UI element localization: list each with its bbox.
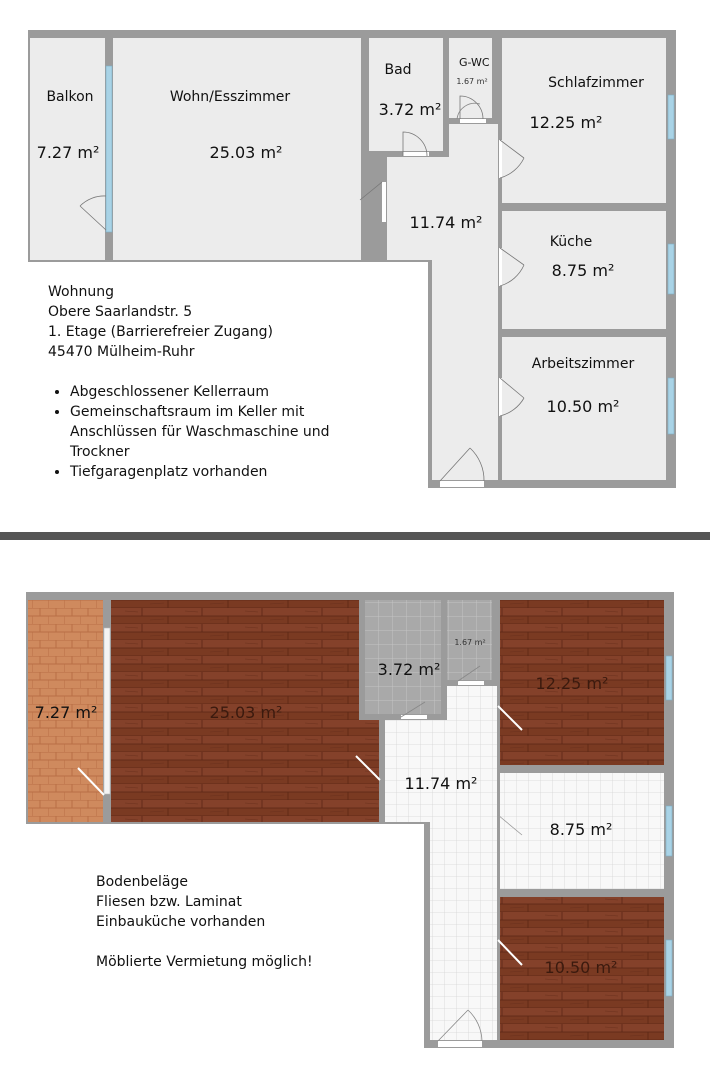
top-area-arbeit: 10.50 m² (546, 397, 620, 416)
bottom-wall-flur-rooms (497, 600, 500, 1040)
bottom-area-gwc: 1.67 m² (454, 638, 486, 647)
bottom-wall-bad-right (441, 600, 447, 720)
bottom-wall-schlaf-kueche (500, 765, 664, 773)
address-line-2: Obere Saarlandstr. 5 (48, 304, 193, 320)
bottom-area-arbeit: 10.50 m² (544, 958, 618, 977)
notes-line-4 (96, 932, 396, 952)
address-line-4: 45470 Mülheim-Ruhr (48, 344, 195, 360)
top-label-kueche: Küche (549, 234, 593, 250)
bottom-wall-bad-left (359, 600, 365, 720)
top-area-bad: 3.72 m² (378, 100, 442, 119)
feature-item: • Abgeschlossener Kellerraum (70, 382, 348, 402)
top-area-kueche: 8.75 m² (551, 261, 615, 280)
top-area-wohn: 25.03 m² (209, 143, 283, 162)
plan-separator (0, 532, 710, 540)
top-wall-bad-left (361, 38, 369, 157)
notes-line-5: Möblierte Vermietung möglich! (96, 954, 313, 970)
feature-item: • Gemeinschaftsraum im Keller mit Anschlüssen für Waschmaschine und Trockner (70, 402, 348, 462)
top-window-arbeit (668, 378, 674, 434)
bottom-wall-kueche-arbeit (500, 889, 664, 897)
apartment-info (48, 282, 348, 482)
top-label-wohn: Wohn/Esszimmer (169, 89, 291, 105)
top-area-flur: 11.74 m² (409, 213, 483, 232)
address-line-3: 1. Etage (Barrierefreier Zugang) (48, 324, 273, 340)
bottom-window-balkon (104, 628, 110, 794)
feature-list (48, 382, 348, 482)
bottom-wall-wohn-flur (379, 714, 385, 822)
top-label-gwc: G-WC (459, 56, 490, 69)
bottom-area-schlaf: 12.25 m² (535, 674, 609, 693)
top-area-gwc: 1.67 m² (456, 77, 488, 86)
top-label-arbeit: Arbeitszimmer (531, 356, 635, 372)
top-wall-bad-right (443, 38, 449, 157)
bottom-window-arbeit (666, 940, 672, 996)
top-wall-schlaf-kueche (502, 203, 666, 211)
bottom-area-kueche: 8.75 m² (549, 820, 613, 839)
bottom-area-balkon: 7.27 m² (34, 703, 98, 722)
top-area-balkon: 7.27 m² (36, 143, 100, 162)
top-label-schlaf: Schlafzimmer (548, 75, 644, 91)
bottom-floor-bad (363, 600, 441, 714)
top-room-bad (369, 38, 443, 151)
bottom-area-flur: 11.74 m² (404, 774, 478, 793)
address-line-1: Wohnung (48, 284, 114, 300)
top-label-balkon: Balkon (46, 89, 94, 105)
bottom-area-wohn: 25.03 m² (209, 703, 283, 722)
top-wall-bad-bottom (361, 151, 443, 157)
top-label-bad: Bad (384, 62, 412, 78)
feature-item: • Tiefgaragenplatz vorhanden (70, 462, 348, 482)
top-window-kueche (668, 244, 674, 294)
top-wall-kueche-arbeit (502, 329, 666, 337)
notes-line-1: Bodenbeläge (96, 874, 189, 890)
top-area-schlaf: 12.25 m² (529, 113, 603, 132)
bottom-area-bad: 3.72 m² (377, 660, 441, 679)
flooring-notes (96, 872, 396, 972)
bottom-window-schlaf (666, 656, 672, 700)
notes-line-2: Fliesen bzw. Laminat (96, 894, 242, 910)
bottom-window-kueche (666, 806, 672, 856)
top-window-balkon (106, 66, 112, 232)
notes-line-3: Einbauküche vorhanden (96, 914, 266, 930)
top-window-schlaf (668, 95, 674, 139)
